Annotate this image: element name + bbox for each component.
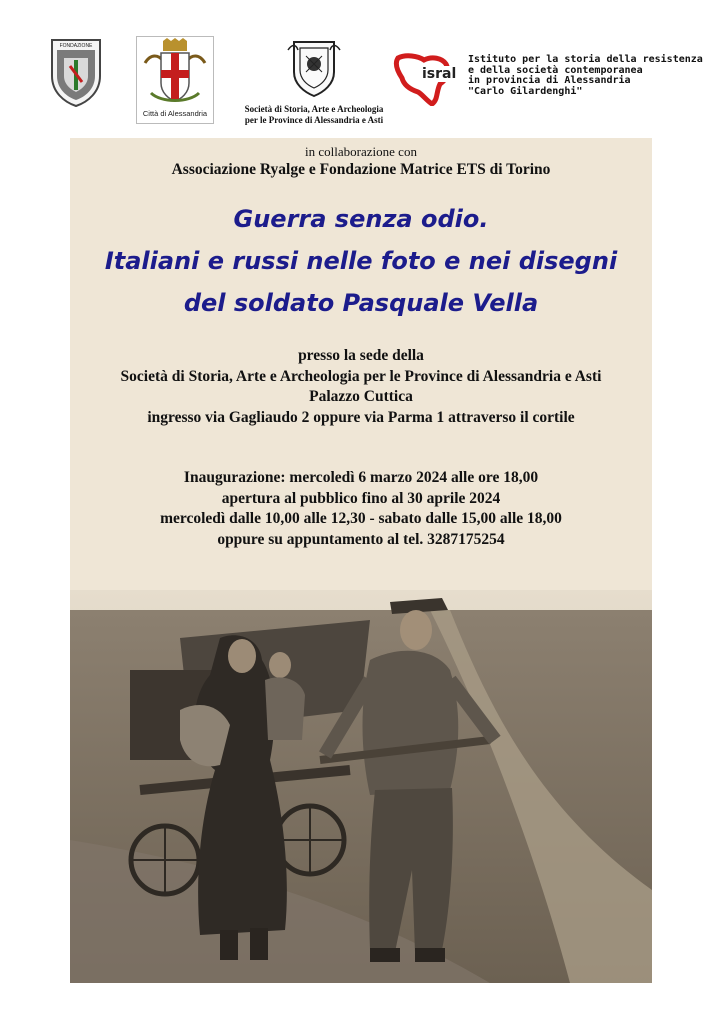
exhibition-title <box>70 198 652 324</box>
fondazione-logo <box>48 36 104 108</box>
isral-name-line1: Istituto per la storia della resistenza <box>468 54 703 65</box>
isral-name <box>468 55 718 97</box>
schedule-line-3: mercoledì dalle 10,00 alle 12,30 - sabato dalle 15,00 alle 18,00 <box>160 510 562 527</box>
alessandria-crest-icon <box>137 37 213 107</box>
title-line-3: del soldato Pasquale Vella <box>183 289 539 317</box>
venue-line-2: Società di Storia, Arte e Archeologia per le Province di Alessandria e Asti <box>120 367 602 385</box>
venue-line-4: ingresso via Gagliaudo 2 oppure via Parma 1 attraverso il cortile <box>147 408 575 426</box>
historical-photograph <box>70 590 652 983</box>
citta-alessandria-logo <box>136 36 214 124</box>
collaboration-organizations: Associazione Ryalge e Fondazione Matrice ETS di Torino <box>171 161 551 178</box>
schedule-line-4: oppure su appuntamento al tel. 3287175254 <box>217 530 505 548</box>
societa-caption-line1: Società di Storia, Arte e Archeologia <box>244 104 384 114</box>
schedule-line-1: Inaugurazione: mercoledì 6 marzo 2024 alle ore 18,00 <box>183 469 539 486</box>
societa-storia-logo <box>286 36 342 100</box>
poster <box>70 138 652 983</box>
societa-caption-line2: per le Province di Alessandria e Asti <box>244 115 384 125</box>
venue-line-3: Palazzo Cuttica <box>309 388 413 405</box>
logos-header <box>0 0 724 138</box>
collaboration-intro: in collaborazione con <box>305 144 417 159</box>
title-line-2: Italiani e russi nelle foto e nei disegni <box>104 247 618 275</box>
societa-emblem-icon <box>286 36 342 100</box>
isral-name-line3: in provincia di Alessandria <box>468 75 631 86</box>
isral-mark: isral <box>422 66 457 82</box>
fondazione-logo-text: FONDAZIONE <box>59 43 93 49</box>
schedule-info <box>70 468 652 550</box>
venue-info <box>70 346 652 428</box>
isral-name-line4: "Carlo Gilardenghi" <box>468 85 583 97</box>
schedule-line-2: apertura al pubblico fino al 30 aprile 2024 <box>221 489 501 507</box>
citta-alessandria-caption: Città di Alessandria <box>142 109 208 118</box>
isral-logo <box>392 50 464 106</box>
title-line-1: Guerra senza odio. <box>233 205 489 233</box>
isral-name-line2: e della società contemporanea <box>468 64 643 76</box>
venue-line-1: presso la sede della <box>298 347 424 364</box>
fondazione-shield-icon <box>48 36 104 108</box>
societa-caption <box>214 104 414 126</box>
